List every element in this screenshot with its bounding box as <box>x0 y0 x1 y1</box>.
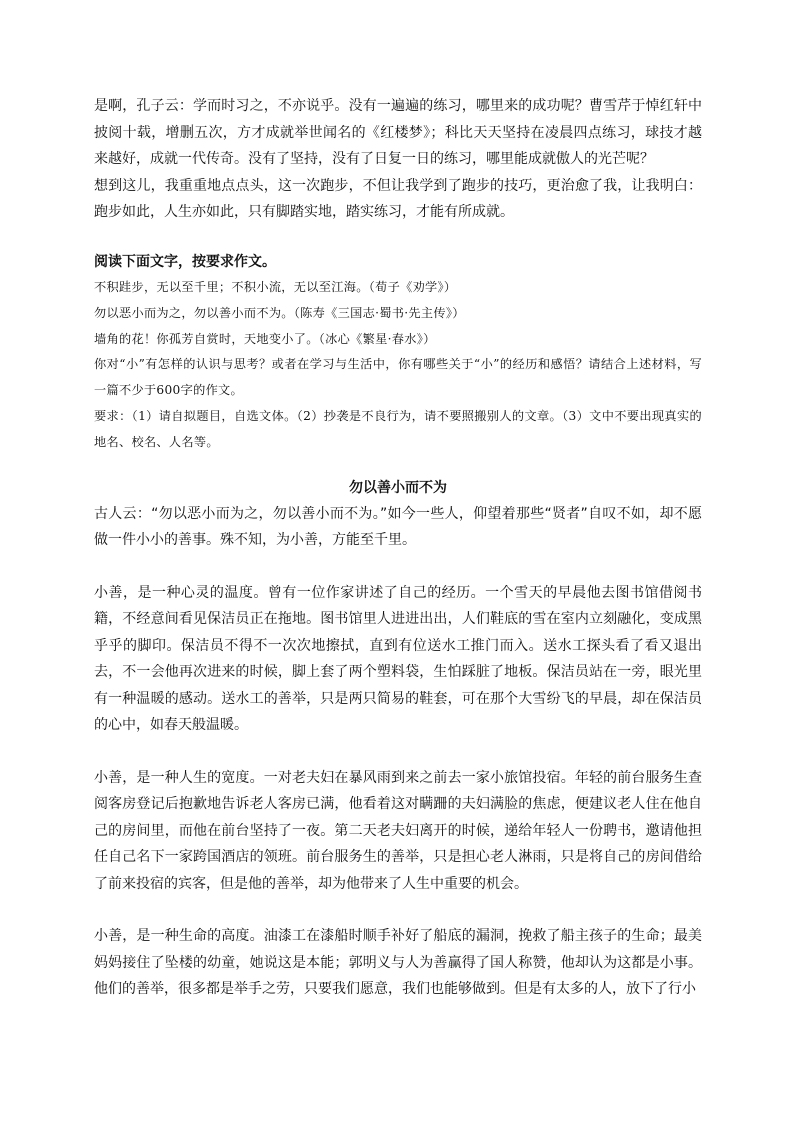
essay-paragraph-1: 古人云：“勿以恶小而为之，勿以善小而不为。”如今一些人，仰望着那些“贤者”自叹不如，却不愿做一件小小的善事。殊不知，为小善，方能至千里。 <box>94 505 702 549</box>
prompt-heading: 阅读下面文字，按要求作文。 <box>94 253 276 270</box>
prompt-quote-3: 墙角的花！你孤芳自赏时，天地变小了。（冰心《繁星·春水》） <box>94 331 436 346</box>
essay-paragraph-2: 小善，是一种心灵的温度。曾有一位作家讲述了自己的经历。一个雪天的早晨他去图书馆借阅书籍，不经意间看见保洁员正在拖地。图书馆里人进进出出，人们鞋底的雪在室内立刻融化，变成黑乎乎的脚印。保洁员不得不一次次地擦拭，直到有位送水工推门而入。送水工探头看了看又退出去，不一会他再次进来的时候，脚上套了两个塑料袋，生怕踩脏了地板。保洁员站在一旁，眼光里有一种温暖的感动。送水工的善举，只是两只简易的鞋套，可在那个大雪纷飞的早晨，却在保洁员的心中，如春天般温暖。 <box>94 584 702 734</box>
prompt-quote-1: 不积跬步，无以至千里；不积小流，无以至江海。（荀子《劝学》） <box>94 280 457 294</box>
previous-essay-paragraph-2: 想到这儿，我重重地点点头，这一次跑步，不但让我学到了跑步的技巧，更治愈了我，让我明白：跑步如此，人生亦如此，只有脚踏实地，踏实练习，才能有所成就。 <box>94 177 702 220</box>
essay-title: 勿以善小而不为 <box>349 479 447 496</box>
prompt-question: 你对“小”有怎样的认识与思考？或者在学习与生活中，你有哪些关于“小”的经历和感悟？请结合上述材料，写一篇不少于600字的作文。 <box>94 357 702 398</box>
document-page <box>94 93 702 1003</box>
essay-paragraph-3: 小善，是一种人生的宽度。一对老夫妇在暴风雨到来之前去一家小旅馆投宿。年轻的前台服务生查阅客房登记后抱歉地告诉老人客房已满，他看着这对瞒跚的夫妇满脸的焦虑，便建议老人住在他自己的房间里，而他在前台坚持了一夜。第二天老夫妇离开的时候，递给年轻人一份聘书，邀请他担任自己名下一家跨国酒店的领班。前台服务生的善举，只是担心老人淋雨，只是将自己的房间借给了前来投宿的宾客，但是他的善举，却为他带来了人生中重要的机会。 <box>94 769 702 892</box>
essay-paragraph-4: 小善，是一种生命的高度。油漆工在漆船时顺手补好了船底的漏洞，挽救了船主孩子的生命；最美妈妈接住了坠楼的幼童，她说这是本能；郭明义与人为善赢得了国人称赞，他却认为这都是小事。他们的善举，很多都是举手之劳，只要我们愿意，我们也能够做到。但是有太多的人，放下了行小 <box>94 928 702 998</box>
prompt-quote-2: 勿以恶小而为之，勿以善小而不为。（陈寿《三国志·蜀书·先主传》） <box>94 305 465 320</box>
prompt-requirements: 要求：（1）请自拟题目，自选文体。（2）抄袭是不良行为，请不要照搬别人的文章。（3）文中不要出现真实的地名、校名、人名等。 <box>94 408 702 449</box>
previous-essay-paragraph-1: 是啊，孔子云：学而时习之，不亦说乎。没有一遍遍的练习，哪里来的成功呢？曹雪芹于悼红轩中披阅十载，增删五次，方才成就举世闻名的《红楼梦》；科比天天坚持在凌晨四点练习，球技才越来越好，成就一代传奇。没有了坚持，没有了日复一日的练习，哪里能成就傲人的光芒呢？ <box>94 98 702 167</box>
